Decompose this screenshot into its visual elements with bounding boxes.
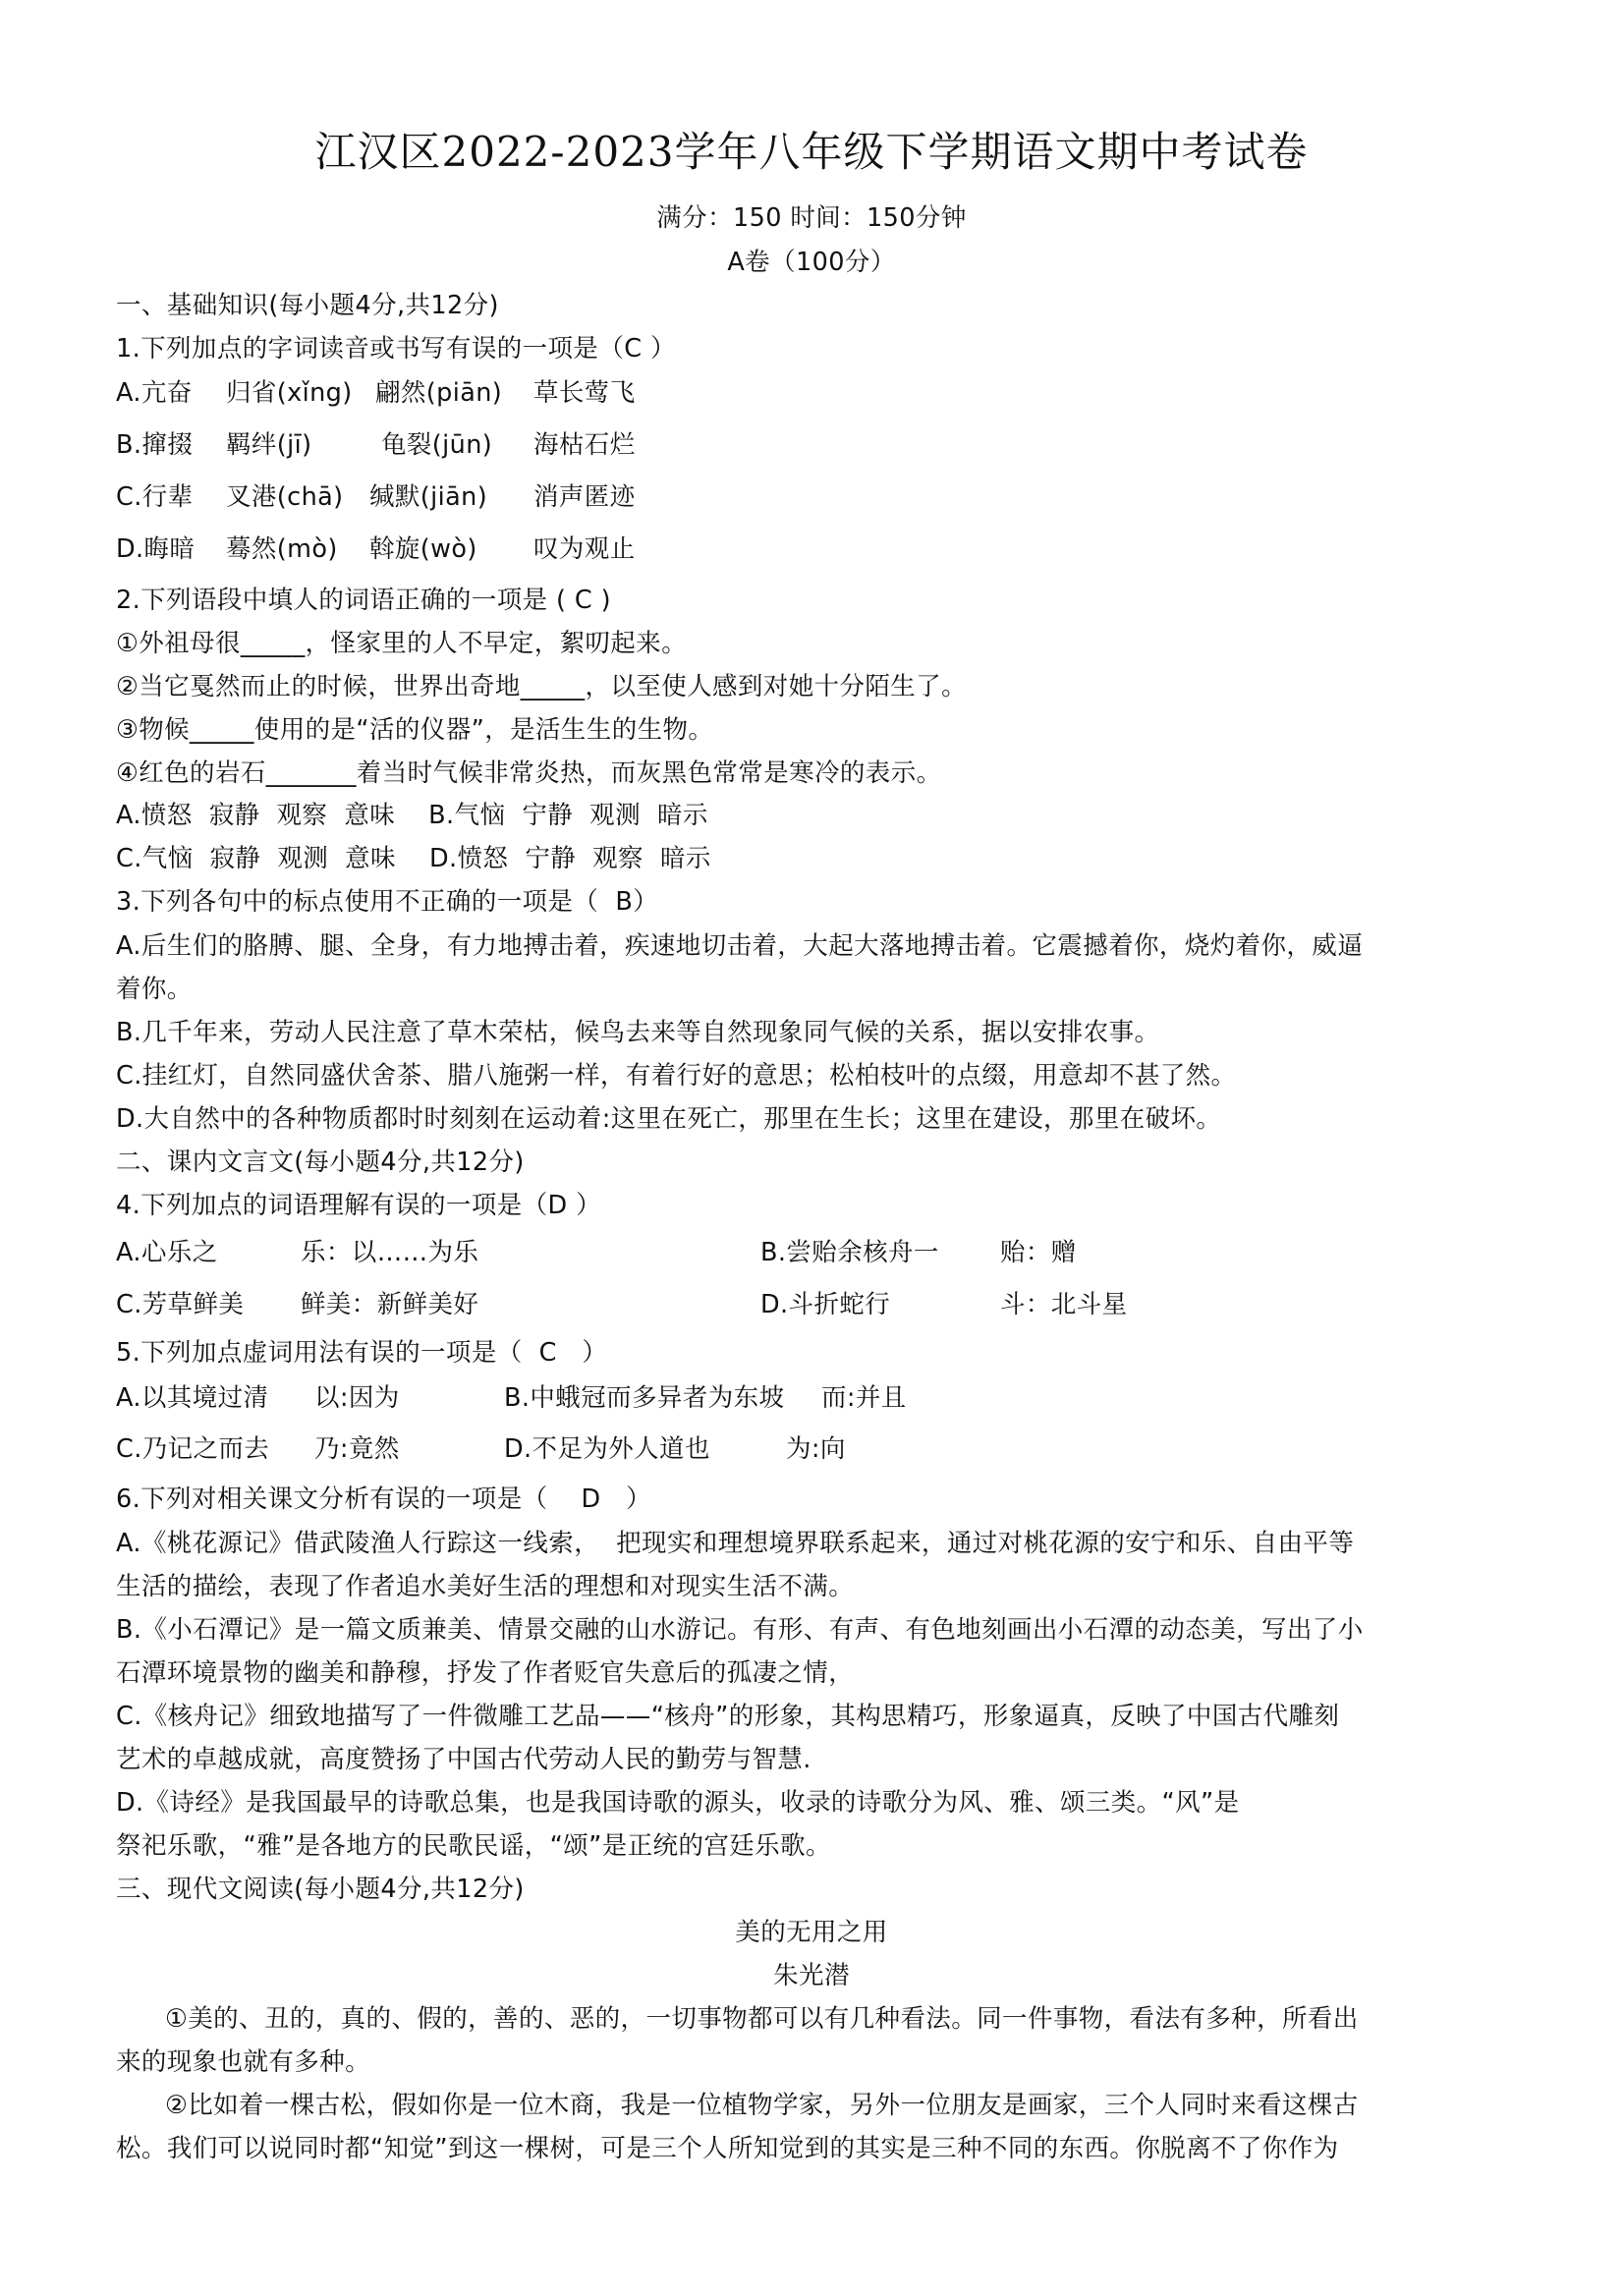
question-3-option-c: C.挂红灯，自然同盛伏舍茶、腊八施粥一样，有着行好的意思；松柏枝叶的点缀，用意却不甚了然。 [116,1061,1237,1091]
section-heading-3: 三、现代文阅读(每小题4分,共12分) [116,1875,525,1904]
option-text: C.乃记之而去 [116,1434,270,1464]
section-heading-1: 一、基础知识(每小题4分,共12分) [116,291,499,320]
option-text: 鲜美：新鲜美好 [301,1290,479,1319]
question-2-options-cd: C.气恼 寂静 观测 意味 D.愤怒 宁静 观察 暗示 [116,844,711,873]
question-3-stem: 3.下列各句中的标点使用不正确的一项是（ B） [116,887,659,917]
option-text: 龟裂(jūn) [381,430,493,460]
question-6-option-c-line-1: C.《核舟记》细致地描写了一件微雕工艺品——“核舟”的形象，其构思精巧，形象逼真，反映了中国古代雕刻 [116,1702,1340,1731]
option-text: 乐：以……为乐 [301,1238,479,1267]
option-text: D.斗折蛇行 [760,1290,891,1319]
option-text: 为:向 [786,1434,846,1464]
option-text: 翩然(piān) [375,378,503,408]
question-2-line-4: ④红色的岩石_______着当时气候非常炎热，而灰黑色常常是寒冷的表示。 [116,758,942,788]
question-3-option-a-line-1: A.后生们的胳膊、腿、全身，有力地搏击着，疾速地切击着，大起大落地搏击着。它震撼着你，烧灼着你，威逼 [116,931,1364,961]
question-2-line-2: ②当它戛然而止的时候，世界出奇地_____，以至使人感到对她十分陌生了。 [116,672,968,701]
option-text: 斡旋(wò) [369,534,477,564]
option-text: 叉港(chā) [226,482,344,512]
question-3-option-b: B.几千年来，劳动人民注意了草木荣枯，候鸟去来等自然现象同气候的关系，据以安排农事。 [116,1018,1160,1047]
question-6-option-a-line-2: 生活的描绘，表现了作者追水美好生活的理想和对现实生活不满。 [116,1572,855,1601]
article-title: 美的无用之用 [735,1918,888,1947]
option-text: B.尝贻余核舟一 [760,1238,939,1267]
exam-meta: 满分：150 时间：150分钟 [656,203,967,233]
option-text: A.亢奋 [116,378,193,408]
section-heading-2: 二、课内文言文(每小题4分,共12分) [116,1148,525,1177]
question-1-stem: 1.下列加点的字词读音或书写有误的一项是（C ） [116,334,676,364]
question-2-stem: 2.下列语段中填人的词语正确的一项是 ( C ) [116,586,611,615]
option-text: 羁绊(jī) [226,430,312,460]
option-text: B.撺掇 [116,430,194,460]
option-text: 斗：北斗星 [1000,1290,1128,1319]
option-text: 蓦然(mò) [226,534,338,564]
option-text: 叹为观止 [533,534,636,564]
question-6-option-d-line-2: 祭祀乐歌，“雅”是各地方的民歌民谣，“颂”是正统的宫廷乐歌。 [116,1831,831,1861]
option-text: 而:并且 [821,1383,907,1413]
question-6-option-b-line-2: 石潭环境景物的幽美和静穆，抒发了作者贬官失意后的孤凄之情， [116,1658,855,1688]
option-text: D.不足为外人道也 [504,1434,710,1464]
option-text: 归省(xǐng) [226,378,353,408]
option-text: C.芳草鲜美 [116,1290,245,1319]
option-text: 缄默(jiān) [369,482,488,512]
option-text: 消声匿迹 [533,482,636,512]
question-3-option-a-line-2: 着你。 [116,975,193,1004]
option-text: A.以其境过清 [116,1383,269,1413]
volume-label: A卷（100分） [727,248,896,277]
option-text: 以:因为 [314,1383,400,1413]
option-text: 草长莺飞 [533,378,636,408]
question-2-options-ab: A.愤怒 寂静 观察 意味 B.气恼 宁静 观测 暗示 [116,801,708,830]
question-3-option-d: D.大自然中的各种物质都时时刻刻在运动着:这里在死亡，那里在生长；这里在建设，那里在破坏。 [116,1104,1222,1134]
option-text: 乃:竟然 [314,1434,400,1464]
option-text: C.行辈 [116,482,194,512]
question-6-option-a-line-1: A.《桃花源记》借武陵渔人行踪这一线索， 把现实和理想境界联系起来，通过对桃花源的安宁和乐、自由平等 [116,1529,1355,1558]
option-text: A.心乐之 [116,1238,218,1267]
question-6-stem: 6.下列对相关课文分析有误的一项是（ D ） [116,1484,652,1514]
option-text: D.晦暗 [116,534,196,564]
question-6-option-d-line-1: D.《诗经》是我国最早的诗歌总集，也是我国诗歌的源头，收录的诗歌分为风、雅、颂三类。“风”是 [116,1788,1240,1818]
article-author: 朱光潜 [773,1961,850,1990]
paragraph-1-line-1: ①美的、丑的，真的、假的，善的、恶的，一切事物都可以有几种看法。同一件事物，看法有多种，所看出 [165,2004,1359,2034]
paragraph-2-line-2: 松。我们可以说同时都“知觉”到这一棵树，可是三个人所知觉到的其实是三种不同的东西。你脱离不了你作为 [116,2134,1339,2163]
exam-title: 江汉区2022-2023学年八年级下学期语文期中考试卷 [314,128,1309,176]
paragraph-1-line-2: 来的现象也就有多种。 [116,2047,371,2077]
question-4-stem: 4.下列加点的词语理解有误的一项是（D ） [116,1191,601,1220]
question-6-option-c-line-2: 艺术的卓越成就，高度赞扬了中国古代劳动人民的勤劳与智慧. [116,1745,812,1774]
option-text: 海枯石烂 [533,430,636,460]
paragraph-2-line-1: ②比如着一棵古松，假如你是一位木商，我是一位植物学家，另外一位朋友是画家，三个人同时来看这棵古 [165,2091,1359,2120]
option-text: B.中蛾冠而多异者为东坡 [504,1383,785,1413]
question-2-line-3: ③物候_____使用的是“活的仪器”，是活生生的生物。 [116,715,714,745]
option-text: 贻：赠 [1000,1238,1077,1267]
question-5-stem: 5.下列加点虚词用法有误的一项是（ C ） [116,1338,608,1368]
question-6-option-b-line-1: B.《小石潭记》是一篇文质兼美、情景交融的山水游记。有形、有声、有色地刻画出小石潭的动态美，写出了小 [116,1615,1364,1645]
question-2-line-1: ①外祖母很_____，怪家里的人不早定，絮叨起来。 [116,629,688,658]
